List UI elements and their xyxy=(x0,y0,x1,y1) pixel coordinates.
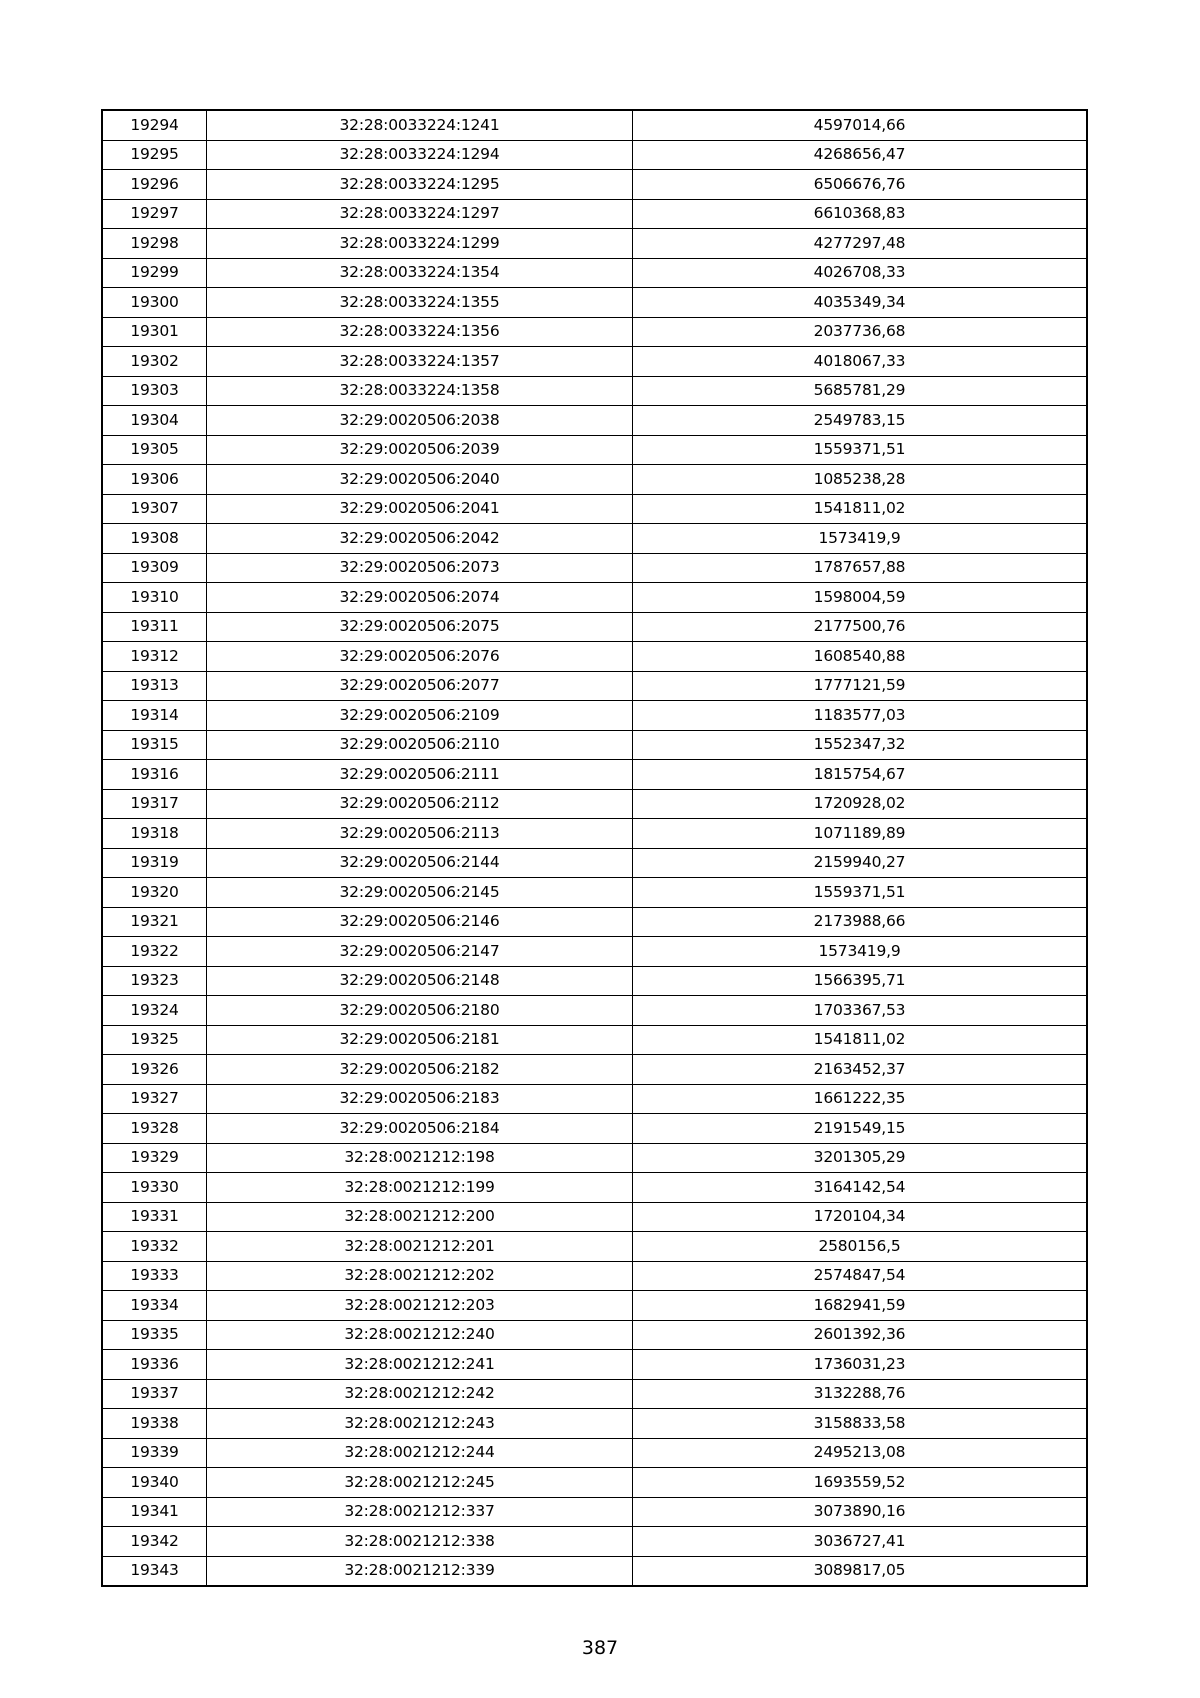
cadastral-value-cell: 1815754,67 xyxy=(633,760,1087,790)
cadastral-value-cell: 4018067,33 xyxy=(633,347,1087,377)
row-number-cell: 19336 xyxy=(103,1350,207,1380)
cadastral-value-cell: 4268656,47 xyxy=(633,140,1087,170)
cadastral-value-cell: 1183577,03 xyxy=(633,701,1087,731)
cadastral-number-cell: 32:28:0021212:203 xyxy=(207,1291,633,1321)
table-row xyxy=(103,1261,1087,1291)
cadastral-number-cell: 32:28:0033224:1294 xyxy=(207,140,633,170)
row-number-cell: 19301 xyxy=(103,317,207,347)
table-row xyxy=(103,701,1087,731)
row-number-cell: 19340 xyxy=(103,1468,207,1498)
row-number-cell: 19315 xyxy=(103,730,207,760)
row-number-cell: 19304 xyxy=(103,406,207,436)
row-number-cell: 19317 xyxy=(103,789,207,819)
row-number-cell: 19294 xyxy=(103,111,207,141)
cadastral-value-cell: 2177500,76 xyxy=(633,612,1087,642)
cadastral-number-cell: 32:29:0020506:2180 xyxy=(207,996,633,1026)
row-number-cell: 19310 xyxy=(103,583,207,613)
cadastral-value-cell: 1787657,88 xyxy=(633,553,1087,583)
row-number-cell: 19322 xyxy=(103,937,207,967)
row-number-cell: 19306 xyxy=(103,465,207,495)
cadastral-value-cell: 6610368,83 xyxy=(633,199,1087,229)
row-number-cell: 19302 xyxy=(103,347,207,377)
cadastral-value-cell: 3164142,54 xyxy=(633,1173,1087,1203)
row-number-cell: 19298 xyxy=(103,229,207,259)
row-number-cell: 19343 xyxy=(103,1556,207,1586)
table-row xyxy=(103,730,1087,760)
table-row xyxy=(103,760,1087,790)
row-number-cell: 19305 xyxy=(103,435,207,465)
row-number-cell: 19295 xyxy=(103,140,207,170)
row-number-cell: 19300 xyxy=(103,288,207,318)
table-row xyxy=(103,1025,1087,1055)
table-row xyxy=(103,199,1087,229)
table-row xyxy=(103,642,1087,672)
cadastral-value-cell: 3036727,41 xyxy=(633,1527,1087,1557)
cadastral-value-cell: 1566395,71 xyxy=(633,966,1087,996)
cadastral-number-cell: 32:28:0033224:1354 xyxy=(207,258,633,288)
table-row xyxy=(103,170,1087,200)
table-row xyxy=(103,612,1087,642)
table-row xyxy=(103,1055,1087,1085)
cadastral-value-cell: 1573419,9 xyxy=(633,524,1087,554)
table-row xyxy=(103,524,1087,554)
table-row xyxy=(103,376,1087,406)
row-number-cell: 19325 xyxy=(103,1025,207,1055)
table-row xyxy=(103,494,1087,524)
cadastral-number-cell: 32:29:0020506:2077 xyxy=(207,671,633,701)
cadastral-value-cell: 6506676,76 xyxy=(633,170,1087,200)
cadastral-value-cell: 1541811,02 xyxy=(633,494,1087,524)
table-row xyxy=(103,111,1087,141)
table-row xyxy=(103,1556,1087,1586)
cadastral-value-cell: 1559371,51 xyxy=(633,435,1087,465)
table-row xyxy=(103,229,1087,259)
cadastral-number-cell: 32:28:0033224:1297 xyxy=(207,199,633,229)
cadastral-value-cell: 2574847,54 xyxy=(633,1261,1087,1291)
row-number-cell: 19342 xyxy=(103,1527,207,1557)
cadastral-value-cell: 1661222,35 xyxy=(633,1084,1087,1114)
cadastral-value-cell: 1777121,59 xyxy=(633,671,1087,701)
table-row xyxy=(103,553,1087,583)
cadastral-value-cell: 1552347,32 xyxy=(633,730,1087,760)
row-number-cell: 19303 xyxy=(103,376,207,406)
cadastral-number-cell: 32:28:0033224:1358 xyxy=(207,376,633,406)
cadastral-number-cell: 32:28:0033224:1355 xyxy=(207,288,633,318)
cadastral-value-cell: 3089817,05 xyxy=(633,1556,1087,1586)
cadastral-number-cell: 32:29:0020506:2184 xyxy=(207,1114,633,1144)
cadastral-value-cell: 5685781,29 xyxy=(633,376,1087,406)
cadastral-number-cell: 32:29:0020506:2181 xyxy=(207,1025,633,1055)
cadastral-value-cell: 1736031,23 xyxy=(633,1350,1087,1380)
cadastral-value-cell: 2549783,15 xyxy=(633,406,1087,436)
table-row xyxy=(103,1232,1087,1262)
table-row xyxy=(103,966,1087,996)
cadastral-value-cell: 2173988,66 xyxy=(633,907,1087,937)
cadastral-number-cell: 32:28:0021212:339 xyxy=(207,1556,633,1586)
table-row xyxy=(103,671,1087,701)
cadastral-value-cell: 1608540,88 xyxy=(633,642,1087,672)
table-row xyxy=(103,789,1087,819)
row-number-cell: 19332 xyxy=(103,1232,207,1262)
row-number-cell: 19299 xyxy=(103,258,207,288)
row-number-cell: 19319 xyxy=(103,848,207,878)
row-number-cell: 19333 xyxy=(103,1261,207,1291)
table-row xyxy=(103,819,1087,849)
table-row xyxy=(103,996,1087,1026)
table-row xyxy=(103,1202,1087,1232)
row-number-cell: 19296 xyxy=(103,170,207,200)
cadastral-value-cell: 2191549,15 xyxy=(633,1114,1087,1144)
cadastral-value-cell: 2037736,68 xyxy=(633,317,1087,347)
table-row xyxy=(103,1350,1087,1380)
row-number-cell: 19327 xyxy=(103,1084,207,1114)
table-row xyxy=(103,288,1087,318)
row-number-cell: 19308 xyxy=(103,524,207,554)
row-number-cell: 19338 xyxy=(103,1409,207,1439)
table-row xyxy=(103,347,1087,377)
cadastral-value-cell: 1720104,34 xyxy=(633,1202,1087,1232)
cadastral-number-cell: 32:29:0020506:2182 xyxy=(207,1055,633,1085)
cadastral-value-cell: 2495213,08 xyxy=(633,1438,1087,1468)
cadastral-value-cell: 2580156,5 xyxy=(633,1232,1087,1262)
table-row xyxy=(103,435,1087,465)
table-row xyxy=(103,1497,1087,1527)
table-row xyxy=(103,1468,1087,1498)
row-number-cell: 19313 xyxy=(103,671,207,701)
row-number-cell: 19321 xyxy=(103,907,207,937)
cadastral-number-cell: 32:29:0020506:2042 xyxy=(207,524,633,554)
cadastral-number-cell: 32:29:0020506:2145 xyxy=(207,878,633,908)
cadastral-number-cell: 32:28:0021212:202 xyxy=(207,1261,633,1291)
cadastral-number-cell: 32:28:0033224:1356 xyxy=(207,317,633,347)
row-number-cell: 19309 xyxy=(103,553,207,583)
cadastral-number-cell: 32:28:0021212:243 xyxy=(207,1409,633,1439)
cadastral-number-cell: 32:28:0033224:1357 xyxy=(207,347,633,377)
cadastral-number-cell: 32:28:0033224:1295 xyxy=(207,170,633,200)
cadastral-value-cell: 1071189,89 xyxy=(633,819,1087,849)
cadastral-number-cell: 32:28:0021212:244 xyxy=(207,1438,633,1468)
cadastral-value-cell: 4277297,48 xyxy=(633,229,1087,259)
row-number-cell: 19334 xyxy=(103,1291,207,1321)
cadastral-value-cell: 3201305,29 xyxy=(633,1143,1087,1173)
cadastral-number-cell: 32:29:0020506:2073 xyxy=(207,553,633,583)
table-row xyxy=(103,465,1087,495)
table-row xyxy=(103,583,1087,613)
cadastral-value-table xyxy=(102,110,1087,1586)
row-number-cell: 19329 xyxy=(103,1143,207,1173)
table-row xyxy=(103,1291,1087,1321)
cadastral-value-cell: 2601392,36 xyxy=(633,1320,1087,1350)
row-number-cell: 19297 xyxy=(103,199,207,229)
table-row xyxy=(103,406,1087,436)
cadastral-value-cell: 3132288,76 xyxy=(633,1379,1087,1409)
cadastral-number-cell: 32:29:0020506:2110 xyxy=(207,730,633,760)
cadastral-number-cell: 32:29:0020506:2144 xyxy=(207,848,633,878)
row-number-cell: 19307 xyxy=(103,494,207,524)
cadastral-number-cell: 32:28:0033224:1241 xyxy=(207,111,633,141)
table-row xyxy=(103,1084,1087,1114)
cadastral-number-cell: 32:29:0020506:2147 xyxy=(207,937,633,967)
table-row xyxy=(103,1173,1087,1203)
table-row xyxy=(103,317,1087,347)
row-number-cell: 19330 xyxy=(103,1173,207,1203)
row-number-cell: 19318 xyxy=(103,819,207,849)
row-number-cell: 19320 xyxy=(103,878,207,908)
row-number-cell: 19326 xyxy=(103,1055,207,1085)
cadastral-number-cell: 32:29:0020506:2074 xyxy=(207,583,633,613)
cadastral-number-cell: 32:29:0020506:2146 xyxy=(207,907,633,937)
table-row xyxy=(103,878,1087,908)
cadastral-number-cell: 32:28:0021212:240 xyxy=(207,1320,633,1350)
cadastral-number-cell: 32:29:0020506:2039 xyxy=(207,435,633,465)
cadastral-number-cell: 32:28:0021212:241 xyxy=(207,1350,633,1380)
cadastral-number-cell: 32:28:0021212:201 xyxy=(207,1232,633,1262)
cadastral-number-cell: 32:29:0020506:2183 xyxy=(207,1084,633,1114)
cadastral-value-cell: 1703367,53 xyxy=(633,996,1087,1026)
cadastral-number-cell: 32:29:0020506:2111 xyxy=(207,760,633,790)
cadastral-value-cell: 4597014,66 xyxy=(633,111,1087,141)
row-number-cell: 19324 xyxy=(103,996,207,1026)
cadastral-value-cell: 1085238,28 xyxy=(633,465,1087,495)
row-number-cell: 19341 xyxy=(103,1497,207,1527)
cadastral-number-cell: 32:29:0020506:2076 xyxy=(207,642,633,672)
cadastral-value-cell: 1559371,51 xyxy=(633,878,1087,908)
cadastral-value-cell: 4026708,33 xyxy=(633,258,1087,288)
row-number-cell: 19311 xyxy=(103,612,207,642)
cadastral-number-cell: 32:29:0020506:2109 xyxy=(207,701,633,731)
table-row xyxy=(103,937,1087,967)
table-row xyxy=(103,848,1087,878)
row-number-cell: 19314 xyxy=(103,701,207,731)
row-number-cell: 19339 xyxy=(103,1438,207,1468)
cadastral-number-cell: 32:28:0021212:337 xyxy=(207,1497,633,1527)
cadastral-number-cell: 32:28:0021212:200 xyxy=(207,1202,633,1232)
table-row xyxy=(103,1114,1087,1144)
row-number-cell: 19328 xyxy=(103,1114,207,1144)
cadastral-number-cell: 32:29:0020506:2113 xyxy=(207,819,633,849)
row-number-cell: 19323 xyxy=(103,966,207,996)
cadastral-number-cell: 32:29:0020506:2041 xyxy=(207,494,633,524)
cadastral-value-cell: 1693559,52 xyxy=(633,1468,1087,1498)
cadastral-value-cell: 4035349,34 xyxy=(633,288,1087,318)
cadastral-number-cell: 32:29:0020506:2075 xyxy=(207,612,633,642)
cadastral-value-cell: 3073890,16 xyxy=(633,1497,1087,1527)
cadastral-value-cell: 3158833,58 xyxy=(633,1409,1087,1439)
cadastral-value-cell: 1573419,9 xyxy=(633,937,1087,967)
table-row xyxy=(103,1527,1087,1557)
page-number: 387 xyxy=(581,1637,619,1659)
row-number-cell: 19312 xyxy=(103,642,207,672)
cadastral-number-cell: 32:28:0021212:198 xyxy=(207,1143,633,1173)
cadastral-number-cell: 32:28:0021212:245 xyxy=(207,1468,633,1498)
cadastral-number-cell: 32:28:0021212:199 xyxy=(207,1173,633,1203)
table-row xyxy=(103,140,1087,170)
cadastral-number-cell: 32:28:0021212:338 xyxy=(207,1527,633,1557)
cadastral-number-cell: 32:28:0033224:1299 xyxy=(207,229,633,259)
table-row xyxy=(103,1379,1087,1409)
cadastral-number-cell: 32:28:0021212:242 xyxy=(207,1379,633,1409)
row-number-cell: 19337 xyxy=(103,1379,207,1409)
table-row xyxy=(103,258,1087,288)
table-body xyxy=(103,111,1087,1586)
cadastral-value-cell: 1598004,59 xyxy=(633,583,1087,613)
table-row xyxy=(103,1438,1087,1468)
row-number-cell: 19331 xyxy=(103,1202,207,1232)
cadastral-number-cell: 32:29:0020506:2038 xyxy=(207,406,633,436)
cadastral-value-cell: 1682941,59 xyxy=(633,1291,1087,1321)
table-row xyxy=(103,907,1087,937)
cadastral-number-cell: 32:29:0020506:2112 xyxy=(207,789,633,819)
cadastral-value-cell: 2159940,27 xyxy=(633,848,1087,878)
cadastral-value-cell: 2163452,37 xyxy=(633,1055,1087,1085)
table-row xyxy=(103,1143,1087,1173)
cadastral-number-cell: 32:29:0020506:2040 xyxy=(207,465,633,495)
row-number-cell: 19335 xyxy=(103,1320,207,1350)
cadastral-number-cell: 32:29:0020506:2148 xyxy=(207,966,633,996)
cadastral-value-cell: 1541811,02 xyxy=(633,1025,1087,1055)
table-row xyxy=(103,1320,1087,1350)
cadastral-value-cell: 1720928,02 xyxy=(633,789,1087,819)
table-row xyxy=(103,1409,1087,1439)
row-number-cell: 19316 xyxy=(103,760,207,790)
